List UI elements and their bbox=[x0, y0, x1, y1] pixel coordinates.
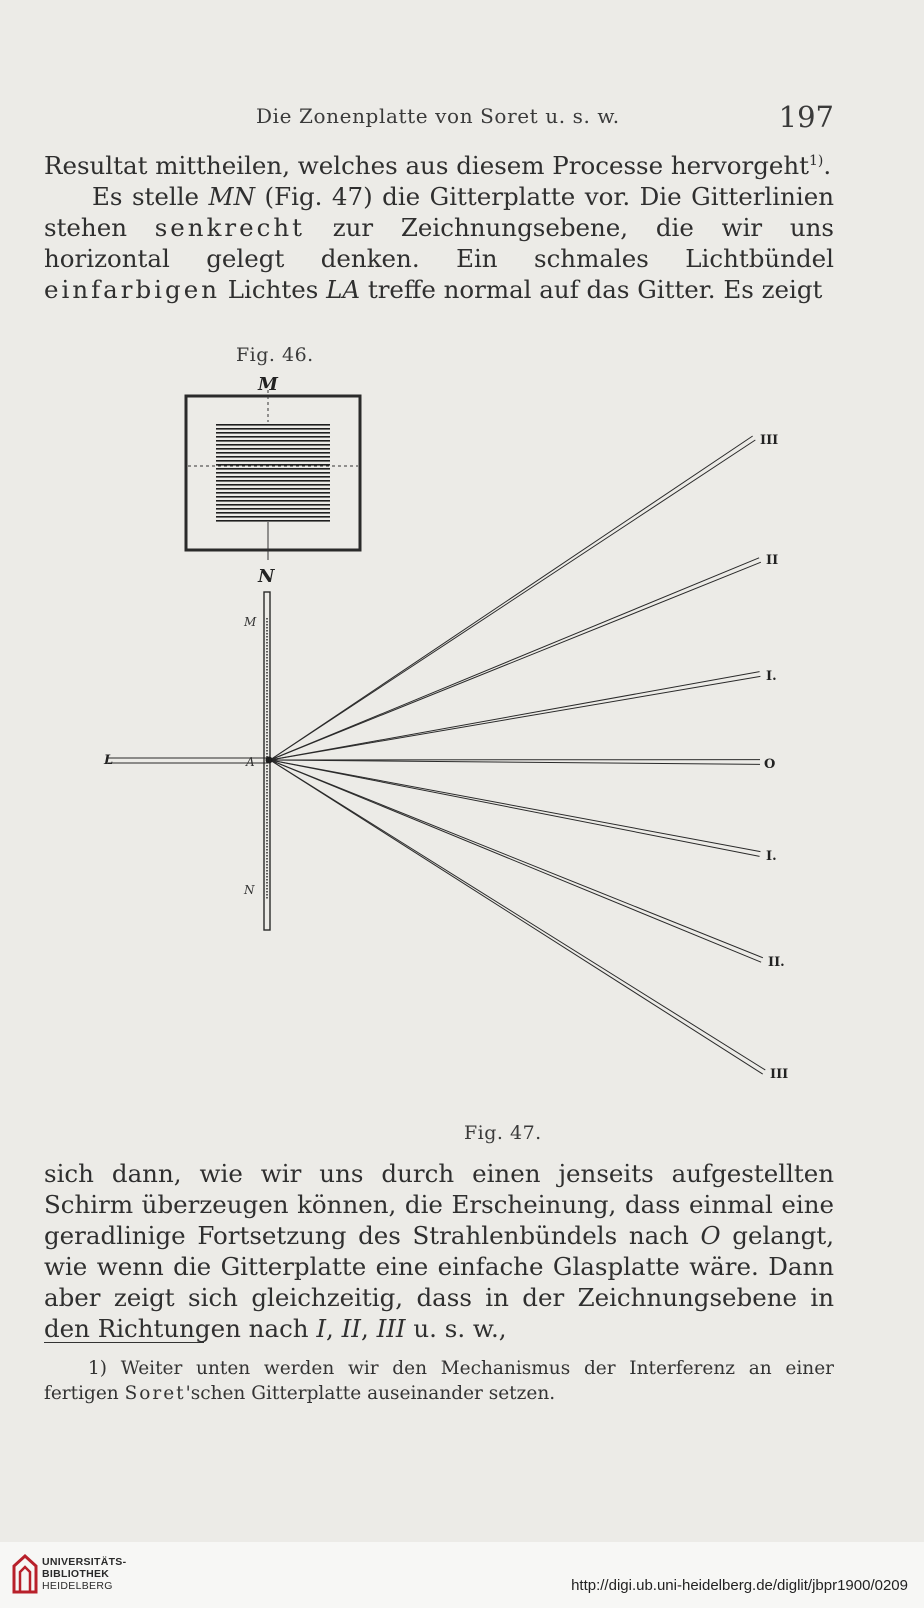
footnote bbox=[44, 1356, 834, 1406]
ray-line bbox=[270, 760, 760, 856]
ray-label: III bbox=[770, 1067, 789, 1082]
spaced-emphasis: senkrecht bbox=[154, 213, 305, 242]
math-o: O bbox=[700, 1221, 721, 1250]
body-text-bottom bbox=[44, 1158, 834, 1344]
math-mn: MN bbox=[208, 182, 256, 211]
paragraph-text: . bbox=[823, 151, 832, 180]
math-la: LA bbox=[326, 275, 361, 304]
ray-line bbox=[270, 760, 763, 1074]
library-footer bbox=[0, 1542, 924, 1608]
fig47-label-n: N bbox=[244, 883, 255, 897]
library-name-line1: UNIVERSITÄTS- bbox=[42, 1556, 127, 1568]
body-text-top bbox=[44, 150, 834, 305]
spaced-emphasis: einfarbigen bbox=[44, 275, 220, 304]
running-head: Die Zonenplatte von Soret u. s. w. bbox=[256, 104, 620, 128]
footnote-text: 1) Weiter unten werden wir den Mechanismus der Interferenz an einer fertigen Soret'schen Gitterplatte auseinander setzen. bbox=[44, 1358, 834, 1404]
fig47-label-a: A bbox=[246, 755, 255, 769]
paragraph: Es stelle MN (Fig. 47) die Gitterplatte vor. Die Gitterlinien stehen senkrecht zur Zeichnungsebene, die wir uns horizontal gelegt denken. Ein schmales Lichtbündel einfarbigen Lichtes LA treffe normal auf das Gitter. Es zeigt bbox=[44, 182, 834, 304]
ray-line bbox=[270, 760, 760, 764]
ray-line bbox=[270, 672, 760, 760]
library-name-line2: BIBLIOTHEK bbox=[42, 1568, 110, 1580]
paragraph-continuation bbox=[44, 150, 834, 181]
point-a-marker bbox=[266, 757, 273, 764]
library-logo-icon bbox=[10, 1552, 40, 1596]
footnote-rule bbox=[44, 1342, 204, 1343]
ray-label: I. bbox=[766, 669, 777, 684]
ray-line bbox=[270, 440, 755, 760]
ray-line bbox=[270, 760, 761, 962]
footnote-marker: 1) bbox=[88, 1358, 107, 1379]
ray-line bbox=[270, 676, 760, 760]
figure-illustration bbox=[0, 360, 924, 1120]
fig46-label-m: M bbox=[258, 374, 278, 395]
page-number: 197 bbox=[778, 100, 834, 134]
fig46-plate bbox=[186, 374, 360, 587]
library-name-line3: HEIDELBERG bbox=[42, 1580, 113, 1592]
footnote-ref: 1) bbox=[809, 153, 824, 169]
math-ii: II bbox=[341, 1314, 361, 1343]
ray-label: O bbox=[764, 757, 776, 772]
figure-46-caption: Fig. 46. bbox=[236, 344, 314, 366]
ray-line bbox=[270, 436, 753, 760]
ray-line bbox=[270, 558, 759, 760]
diffracted-rays bbox=[266, 433, 789, 1082]
ray-label: III bbox=[760, 433, 779, 448]
incident-beam bbox=[103, 753, 268, 769]
source-url[interactable]: http://digi.ub.uni-heidelberg.de/diglit/jbpr1900/0209 bbox=[571, 1577, 908, 1594]
ray-line bbox=[270, 562, 761, 760]
fig47-label-m: M bbox=[244, 615, 257, 629]
paragraph-continuation: sich dann, wie wir uns durch einen jenseits aufgestellten Schirm überzeugen können, die Erscheinung, dass einmal eine geradlinige Fortsetzung des Strahlenbündels nach O gelangt, wie wenn die Gitterplatte eine einfache Glasplatte wäre. Dann aber zeigt sich gleichzeitig, dass in der Zeichnungsebene in den Richtungen nach I, II, III u. s. w., bbox=[44, 1159, 834, 1343]
ray-line bbox=[270, 760, 763, 958]
spaced-emphasis: Soret bbox=[124, 1383, 186, 1404]
fig46-label-n: N bbox=[258, 566, 275, 587]
math-iii: III bbox=[376, 1314, 406, 1343]
fig47-label-l: L bbox=[104, 753, 114, 768]
math-i: I bbox=[316, 1314, 327, 1343]
figure-47-caption: Fig. 47. bbox=[464, 1122, 542, 1144]
paragraph-text: Resultat mittheilen, welches aus diesem Processe hervorgeht bbox=[44, 151, 810, 180]
ray-label: I. bbox=[766, 849, 777, 864]
ray-label: II. bbox=[768, 955, 785, 970]
ray-label: II bbox=[766, 553, 779, 568]
page-header bbox=[44, 100, 834, 140]
